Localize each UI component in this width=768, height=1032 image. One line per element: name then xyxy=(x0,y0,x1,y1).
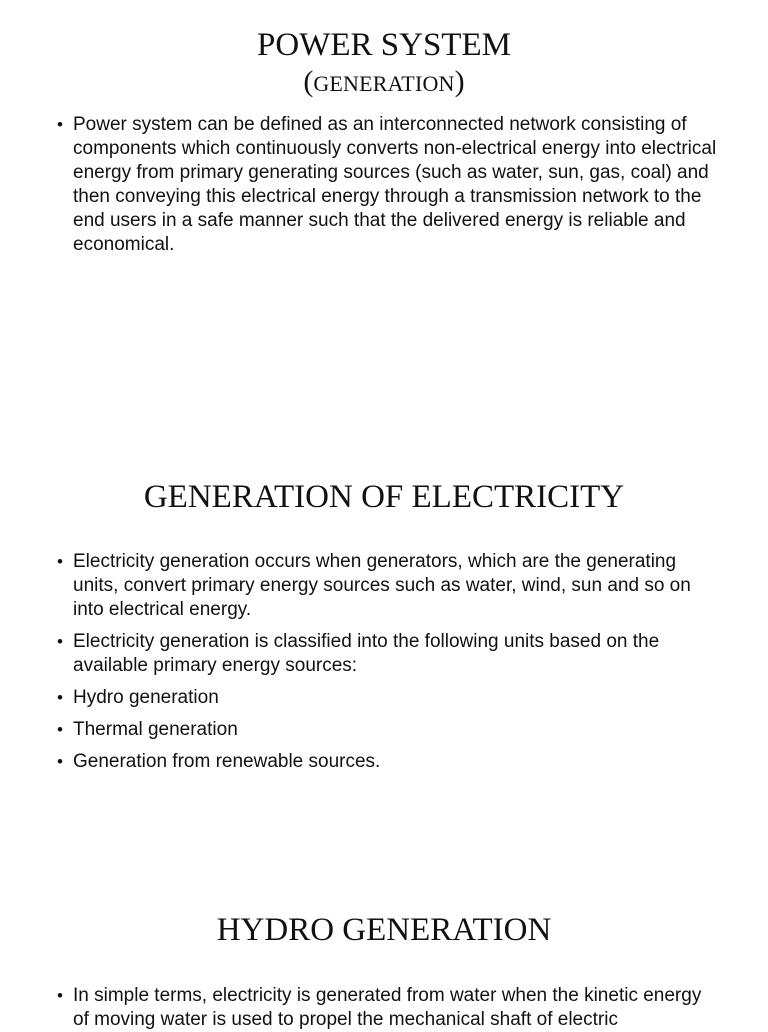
subtitle-open-paren: ( xyxy=(303,65,314,98)
list-item: • Hydro generation xyxy=(0,686,768,710)
slide-title: GENERATION OF ELECTRICITY xyxy=(143,479,625,515)
list-item: • In simple terms, electricity is generated from water when the kinetic energy of moving water is used to propel the mechanical shaft of electric xyxy=(0,984,768,1032)
bullet-list xyxy=(0,113,768,257)
list-item: • Electricity generation occurs when generators, which are the generating units, convert primary energy sources such as water, wind, sun and so on into electrical energy. xyxy=(0,550,768,622)
list-item: • Thermal generation xyxy=(0,718,768,742)
list-item: • Electricity generation is classified into the following units based on the available primary energy sources: xyxy=(0,630,768,678)
bullet-list xyxy=(0,984,768,1032)
slide-title: POWER SYSTEM xyxy=(257,27,511,63)
subtitle-close-paren: ) xyxy=(454,65,465,98)
slide-generation-of-electricity xyxy=(0,478,768,774)
bullet-list xyxy=(0,550,768,774)
slide-title: HYDRO GENERATION xyxy=(216,912,552,948)
list-item: • Generation from renewable sources. xyxy=(0,750,768,774)
slide-power-system xyxy=(0,26,768,257)
slide-hydro-generation xyxy=(0,911,768,1032)
slide-subtitle xyxy=(0,64,768,102)
list-item: • Power system can be defined as an interconnected network consisting of components which continuously converts non-electrical energy into electrical energy from primary generating sources (such as water, sun, gas, coal) and then conveying this electrical energy through a transmission network to the end users in a safe manner such that the delivered energy is reliable and economical. xyxy=(0,113,768,257)
subtitle-text: GENERATION xyxy=(313,71,455,96)
